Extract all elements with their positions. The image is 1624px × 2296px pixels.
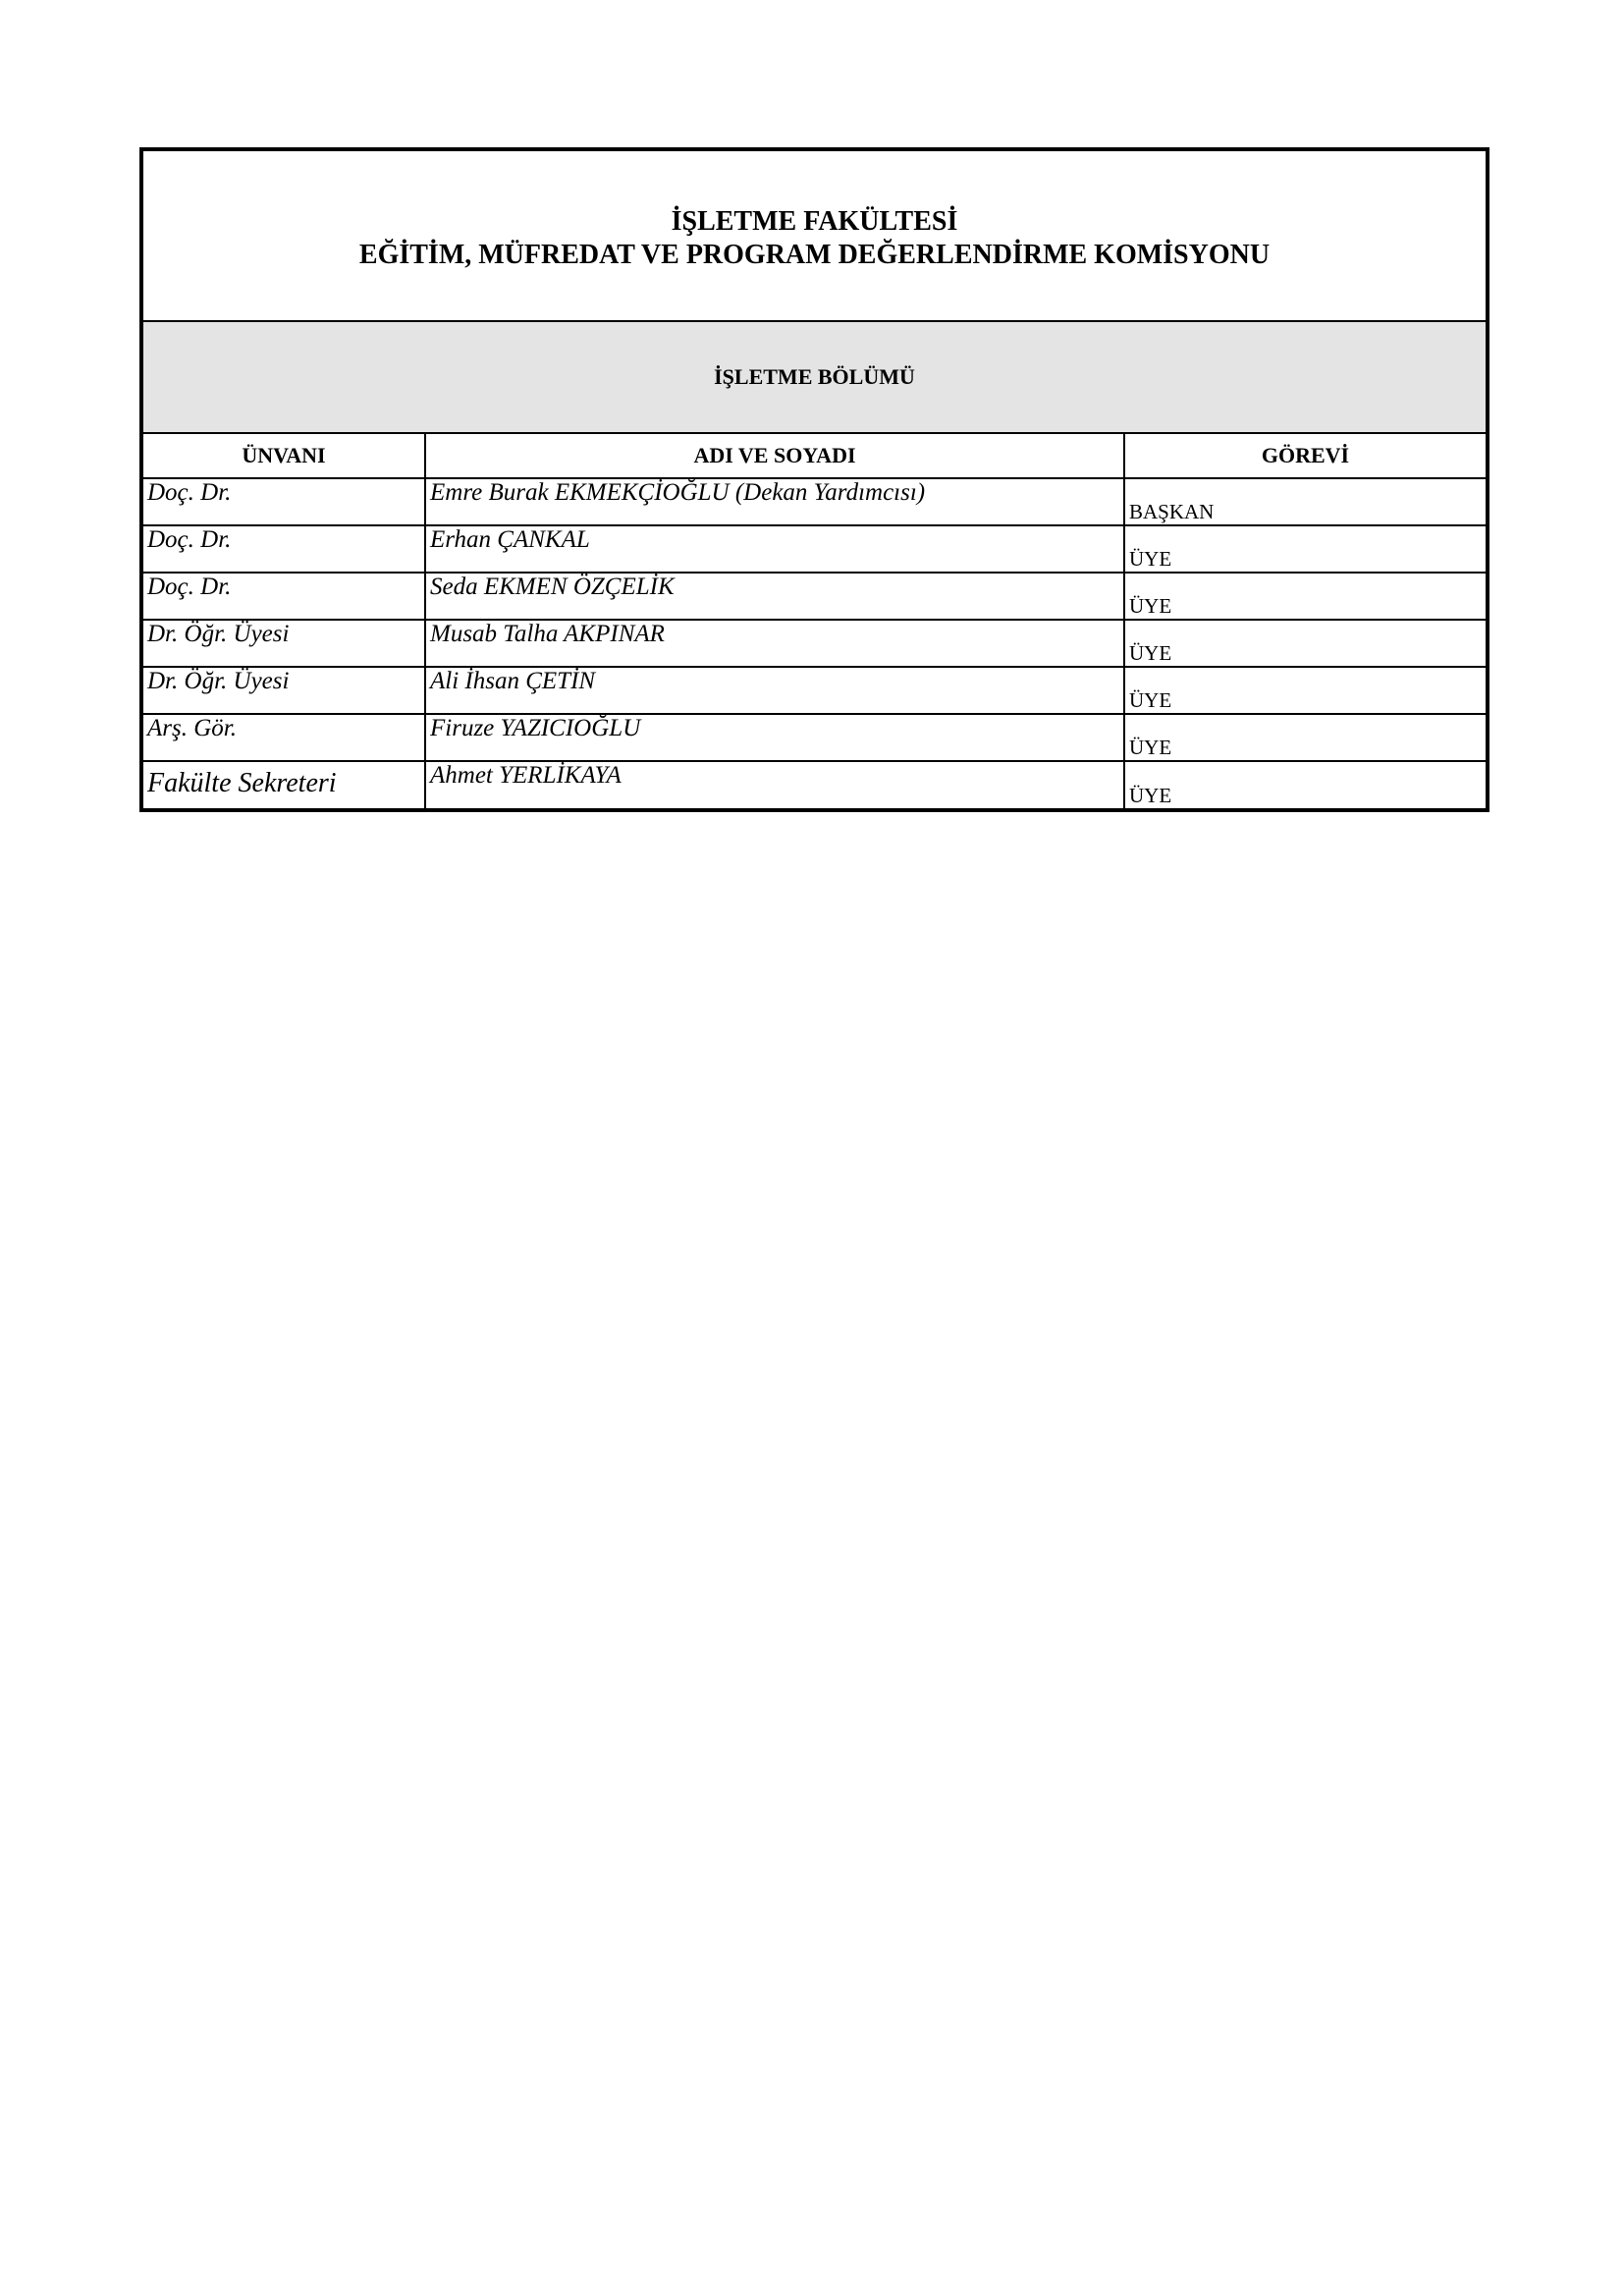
table-row (143, 714, 1486, 761)
member-name: Firuze YAZICIOĞLU (425, 714, 1124, 761)
table-header-row (143, 434, 1486, 478)
member-title: Arş. Gör. (143, 714, 425, 761)
member-name: Seda EKMEN ÖZÇELİK (425, 573, 1124, 620)
member-title: Doç. Dr. (143, 478, 425, 525)
faculty-title: İŞLETME FAKÜLTESİ (671, 206, 958, 237)
member-name: Ali İhsan ÇETİN (425, 667, 1124, 714)
member-name: Musab Talha AKPINAR (425, 620, 1124, 667)
column-header-role: GÖREVİ (1124, 434, 1486, 478)
member-role: ÜYE (1124, 573, 1486, 620)
table-row (143, 761, 1486, 808)
table-row (143, 620, 1486, 667)
document-header (143, 151, 1486, 322)
table-row (143, 667, 1486, 714)
member-name: Erhan ÇANKAL (425, 525, 1124, 573)
table-row (143, 478, 1486, 525)
department-header (143, 322, 1486, 434)
members-table (143, 434, 1486, 808)
member-role: ÜYE (1124, 667, 1486, 714)
commission-title: EĞİTİM, MÜFREDAT VE PROGRAM DEĞERLENDİRME KOMİSYONU (358, 240, 1271, 270)
member-role: BAŞKAN (1129, 500, 1215, 523)
table-row (143, 525, 1486, 573)
table-row (143, 573, 1486, 620)
commission-document (139, 147, 1489, 812)
column-header-title: ÜNVANI (143, 434, 425, 478)
member-name: Emre Burak EKMEKÇİOĞLU (Dekan Yardımcısı) (425, 478, 1124, 525)
member-role: ÜYE (1124, 714, 1486, 761)
member-role: ÜYE (1124, 761, 1486, 808)
column-header-name: ADI VE SOYADI (425, 434, 1124, 478)
member-title: Fakülte Sekreteri (143, 761, 425, 808)
member-role: ÜYE (1124, 620, 1486, 667)
member-role: ÜYE (1124, 525, 1486, 573)
member-name: Ahmet YERLİKAYA (425, 761, 1124, 808)
member-title: Doç. Dr. (143, 525, 425, 573)
member-title: Doç. Dr. (143, 573, 425, 620)
member-title: Dr. Öğr. Üyesi (143, 667, 425, 714)
member-title: Dr. Öğr. Üyesi (143, 620, 425, 667)
department-title: İŞLETME BÖLÜMÜ (714, 364, 915, 389)
